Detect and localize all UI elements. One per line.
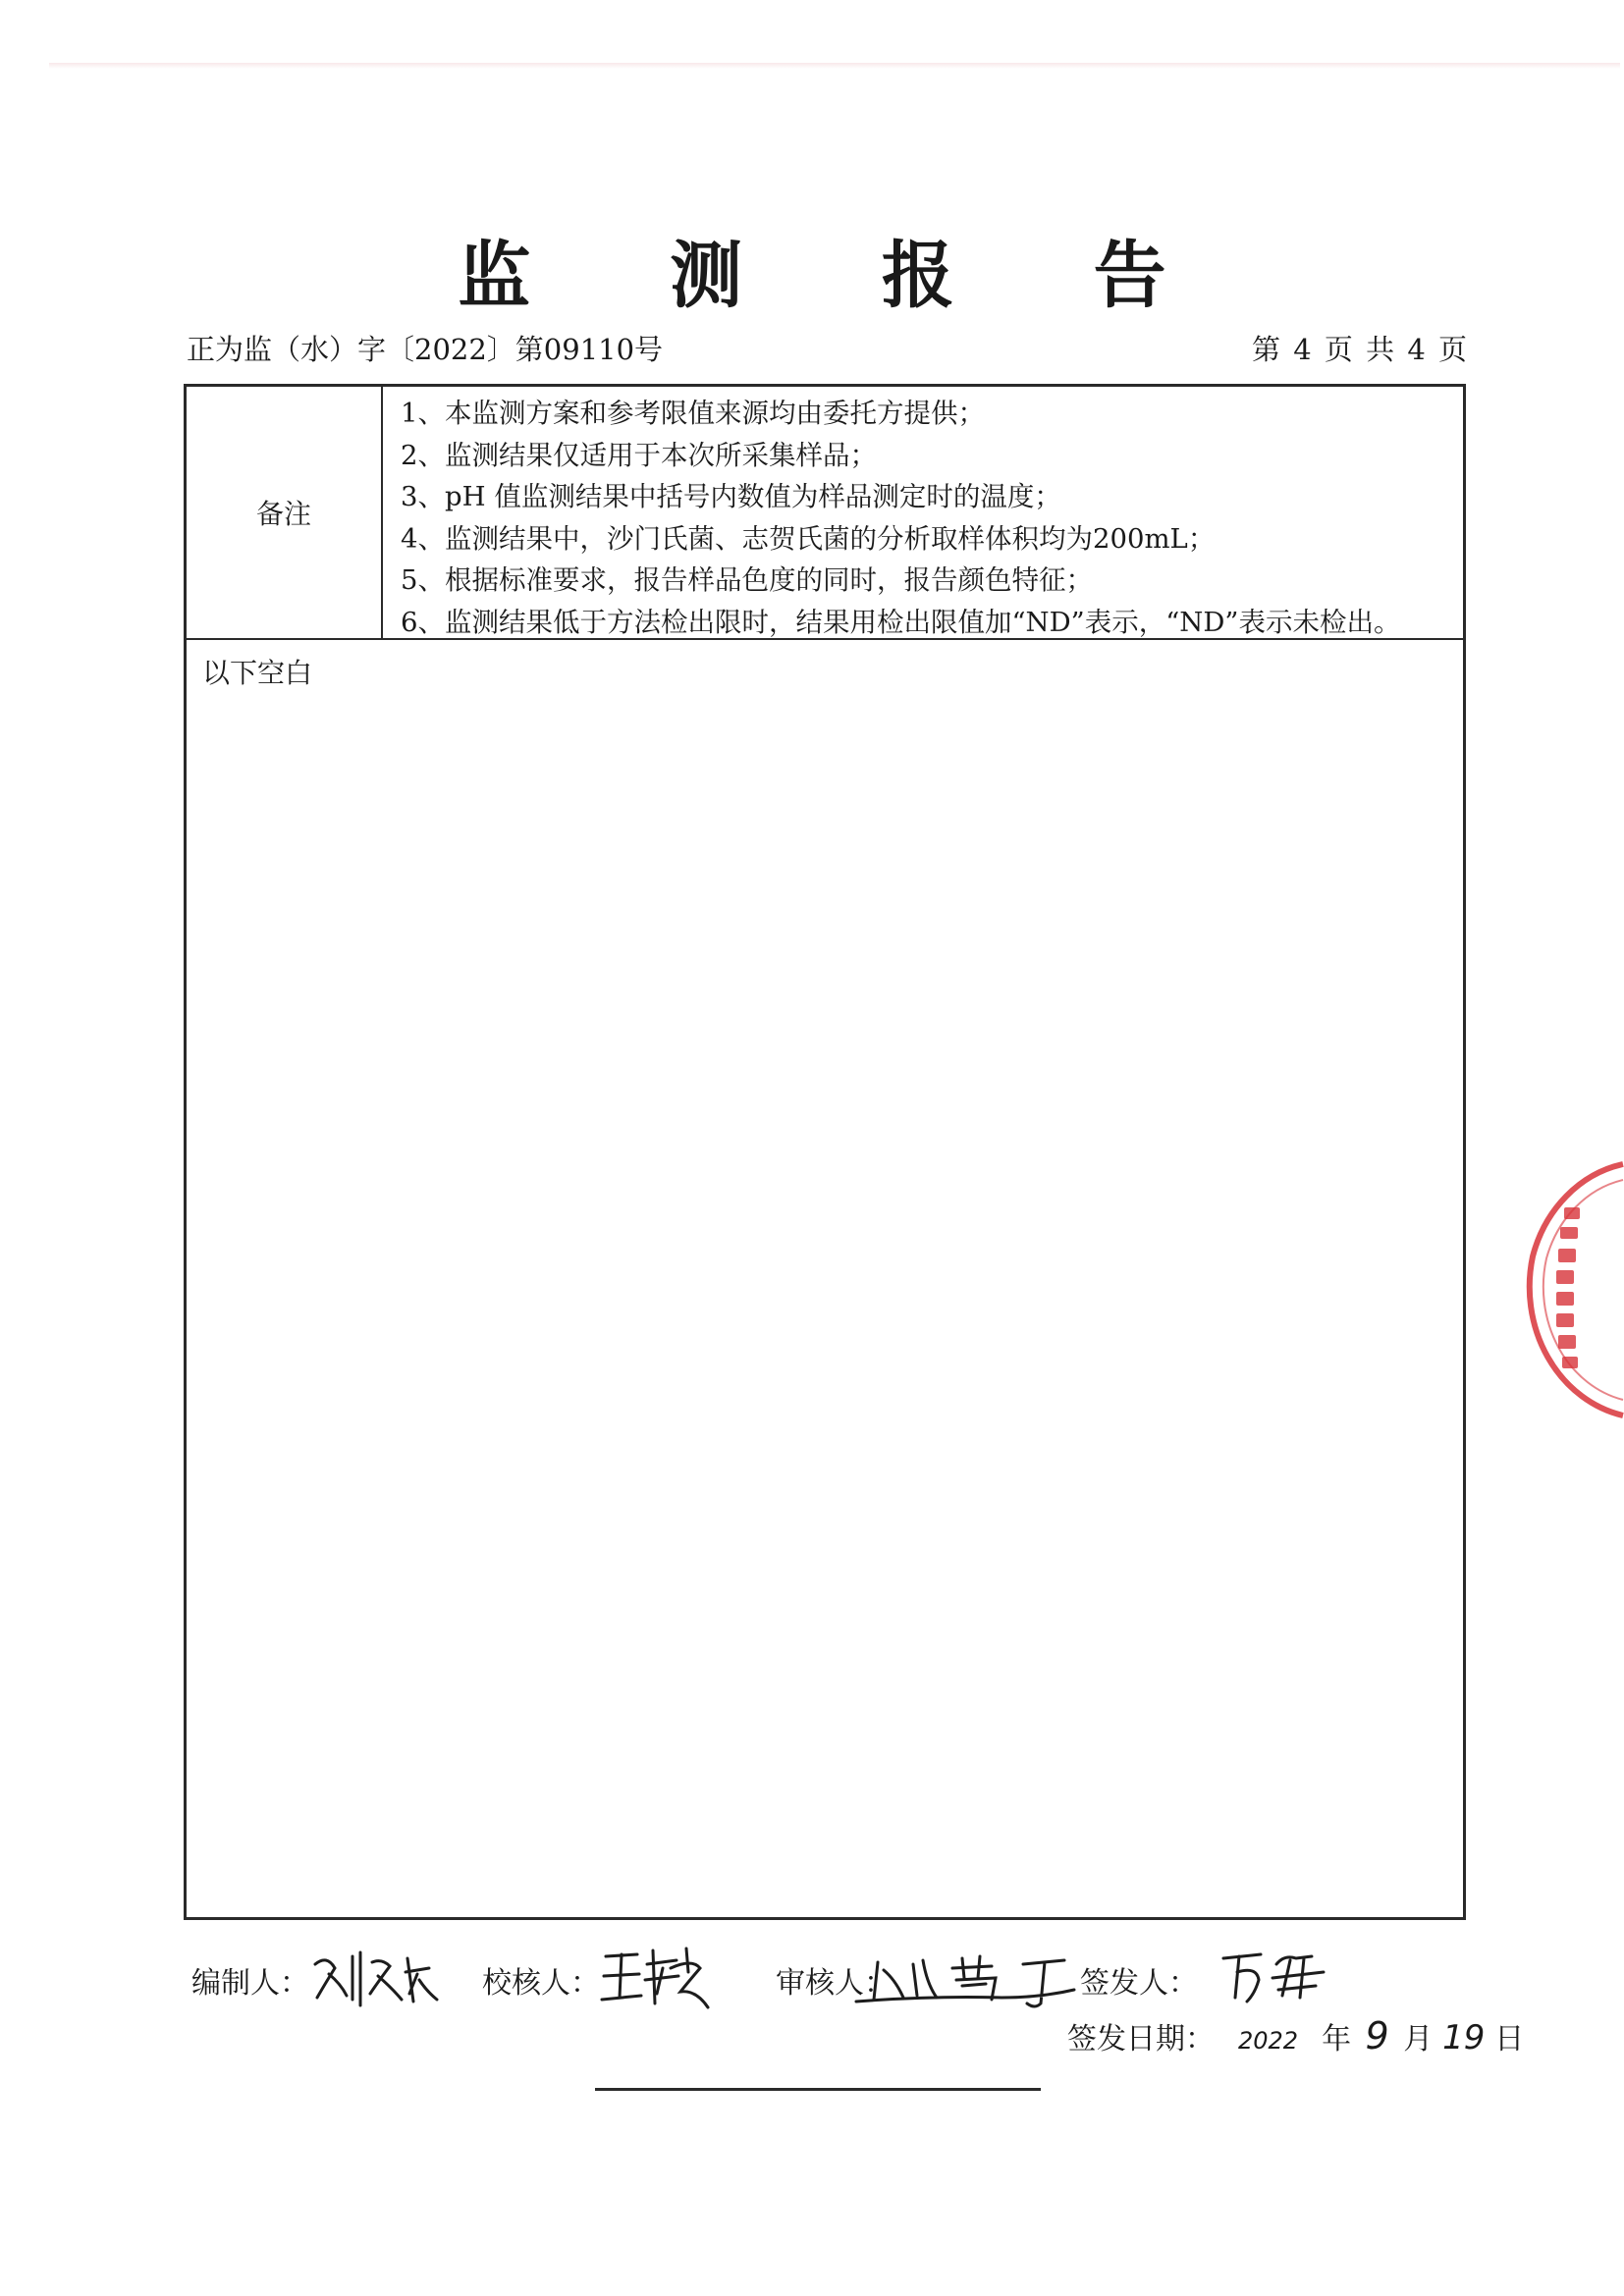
remarks-label: 备注 [187, 387, 383, 638]
reviewer-signature-block [776, 1958, 893, 2002]
compiler-handwritten-signature [307, 1945, 445, 2013]
issuer-label: 签发人： [1080, 1966, 1198, 2001]
remarks-list [401, 393, 1453, 643]
remark-item: 1、本监测方案和参考限值来源均由委托方提供； [401, 398, 985, 429]
checker-handwritten-signature [598, 1939, 726, 2017]
remark-item: 6、监测结果低于方法检出限时，结果用检出限值加“ND”表示，“ND”表示未检出。 [401, 606, 1401, 638]
date-day-handwritten: 19 [1442, 2018, 1486, 2057]
blank-note: 以下空白 [202, 657, 313, 689]
report-title: 监 测 报 告 [458, 234, 1223, 318]
issuer-signature-block [1080, 1958, 1198, 2002]
date-year-handwritten: 2022 [1238, 2027, 1299, 2055]
issue-date [1067, 2014, 1524, 2057]
remark-item: 5、根据标准要求，报告样品色度的同时，报告颜色特征； [401, 564, 1093, 596]
date-label: 签发日期： [1067, 2022, 1215, 2056]
date-month-unit: 月 [1403, 2022, 1434, 2056]
issuer-handwritten-signature [1218, 1937, 1345, 2015]
page-info: 第 4 页 共 4 页 [1252, 333, 1469, 366]
reviewer-label: 审核人： [776, 1966, 893, 2001]
reviewer-handwritten-signature [854, 1945, 1080, 2023]
report-number: 正为监（水）字〔2022〕第09110号 [187, 333, 664, 366]
remarks-row [187, 387, 1463, 640]
date-year-unit: 年 [1322, 2022, 1352, 2056]
checker-signature-block [482, 1958, 600, 2002]
remark-item: 4、监测结果中，沙门氏菌、志贺氏菌的分析取样体积均为200mL； [401, 522, 1216, 555]
date-month-handwritten: 9 [1365, 2014, 1389, 2057]
compiler-label: 编制人： [191, 1966, 309, 2001]
scan-edge-tint [49, 63, 1620, 69]
date-day-unit: 日 [1494, 2022, 1525, 2056]
seal-stamp-icon [1525, 1158, 1624, 1433]
report-frame [184, 384, 1466, 1920]
compiler-signature-block [191, 1958, 309, 2002]
remark-item: 2、监测结果仅适用于本次所采集样品； [401, 439, 877, 471]
checker-label: 校核人： [482, 1966, 600, 2001]
remark-item: 3、pH 值监测结果中括号内数值为样品测定时的温度； [401, 481, 1061, 512]
bottom-divider [595, 2088, 1041, 2091]
